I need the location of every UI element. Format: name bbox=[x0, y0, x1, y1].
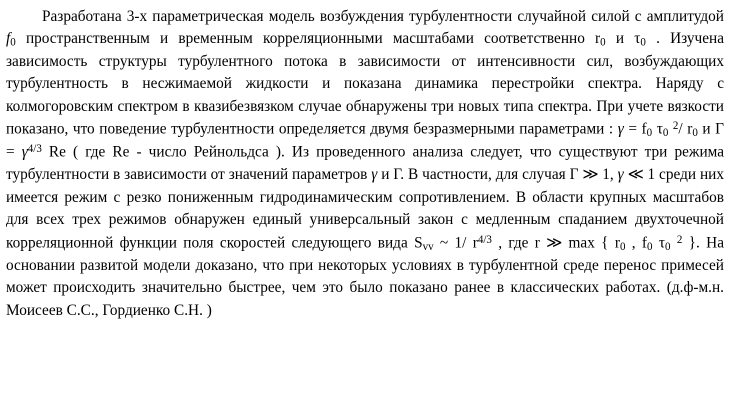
text-segment: 0 bbox=[647, 240, 653, 253]
text-segment: 2 bbox=[676, 233, 683, 246]
text-segment: γ bbox=[21, 143, 28, 161]
text-segment: 4/3 bbox=[477, 233, 492, 246]
text-segment: 0 bbox=[619, 240, 626, 253]
text-segment: 2 bbox=[672, 120, 679, 133]
text-segment: 0 bbox=[692, 127, 698, 140]
text-segment: f bbox=[6, 30, 11, 48]
text-segment: 0 bbox=[662, 127, 669, 140]
text-segment: 0 bbox=[10, 36, 16, 49]
text-segment: 0 bbox=[646, 127, 653, 140]
text-segment: γ bbox=[371, 166, 378, 184]
text-segment: 0 bbox=[600, 36, 606, 49]
abstract-paragraph: Разработана 3-х параметрическая модель возбуждения турбулентности случайной силой с амплитудой $f_0$ пространственным и временным корреляционными масштабами соответственно $r_0$ и $\tau_0$ . Изучена зависимость структуры турбулентного потока в зависимости от интенсивности сил, возбуждающих турбулентность в несжимаемой жидкости и показана динамика перестройки спектра. Наряду с колмогоровским спектром в квазибезвязком случае обнаружены три новых типа спектра. При учете вязкости показано, что поведение турбулентности определяется двумя безразмерными параметрами : $\gamma = f_0$ $\tau_0$ $^2$/ $r_0$ и $\Gamma = \gamma^{4/3}$ Re ( где Re - число Рейнольдса ). Из проведенного анализа следует, что существуют три режима турбулентности в зависимости от значений параметров γ и Γ. В частности, для случая Γ ≫ 1, γ ≪ 1 среди них имеется режим с резко пониженным гидродинамическим сопротивлением. В области крупных масштабов для всех трех режимов обнаружен единый универсальный закон с медленным спаданием двухточечной корреляционной функции поля скоростей следующего вида $S_{vv}$ ~ 1/ $r^{4/3}$ , где r ≫ max { $r_0$ , $f_0$ $\tau_0$ $^2$ }. На основании развитой модели доказано, что при некоторых условиях в турбулентной среде перенос примесей может происходить значительно быстрее, чем это было показано ранее в классических работах. (д.ф-м.н. Моисеев С.С., Гордиенко С.Н. ) bbox=[6, 8, 725, 319]
text-segment: 0 bbox=[665, 240, 671, 253]
text-segment: γ bbox=[617, 120, 624, 138]
text-segment: γ bbox=[617, 166, 624, 184]
text-segment: vv bbox=[422, 240, 434, 253]
text-segment: 4/3 bbox=[27, 143, 42, 156]
text-segment: 0 bbox=[640, 36, 646, 49]
